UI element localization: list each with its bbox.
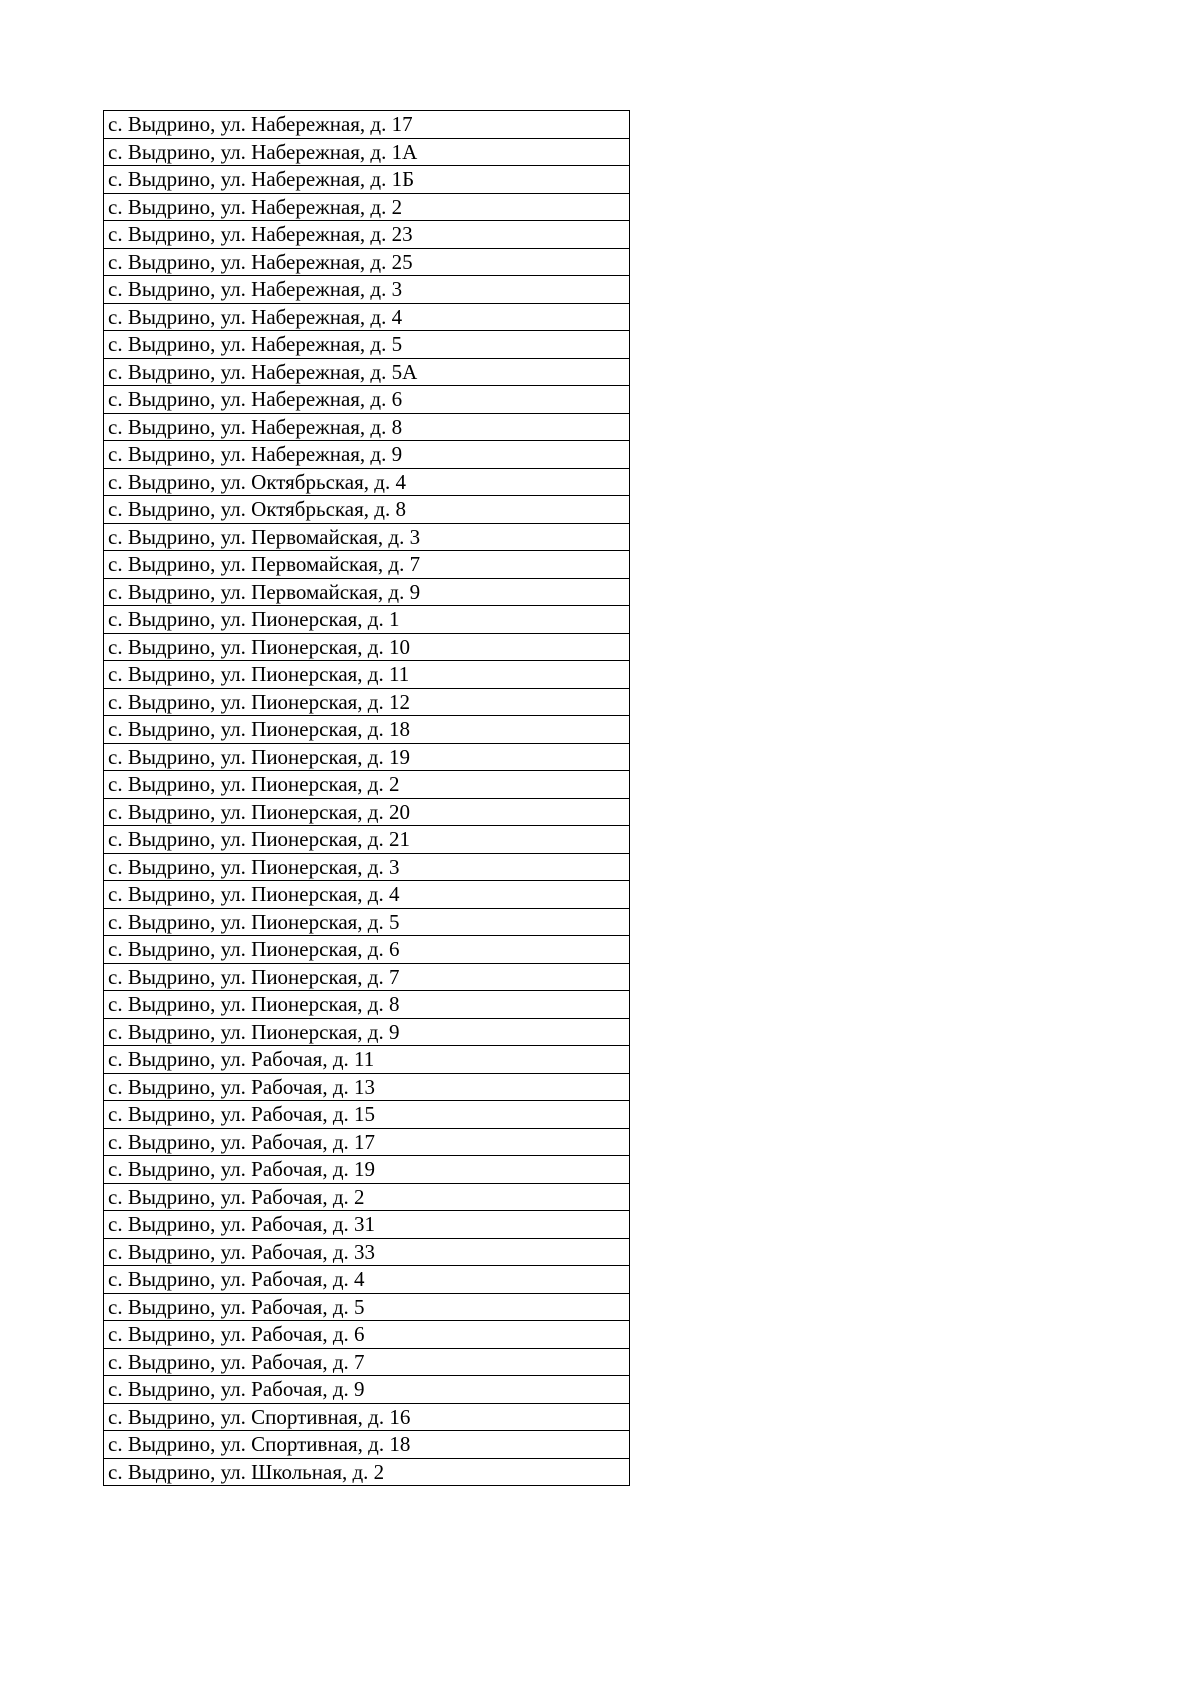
table-row (104, 936, 630, 964)
address-cell: с. Выдрино, ул. Набережная, д. 23 (104, 221, 630, 249)
address-cell: с. Выдрино, ул. Рабочая, д. 13 (104, 1073, 630, 1101)
table-row (104, 248, 630, 276)
address-cell: с. Выдрино, ул. Пионерская, д. 3 (104, 853, 630, 881)
table-row (104, 578, 630, 606)
address-cell: с. Выдрино, ул. Пионерская, д. 21 (104, 826, 630, 854)
table-row (104, 826, 630, 854)
address-cell: с. Выдрино, ул. Пионерская, д. 1 (104, 606, 630, 634)
table-row (104, 1431, 630, 1459)
table-row (104, 798, 630, 826)
table-row (104, 1238, 630, 1266)
table-row (104, 1128, 630, 1156)
table-row (104, 496, 630, 524)
address-cell: с. Выдрино, ул. Спортивная, д. 18 (104, 1431, 630, 1459)
table-row (104, 138, 630, 166)
address-cell: с. Выдрино, ул. Набережная, д. 25 (104, 248, 630, 276)
address-cell: с. Выдрино, ул. Рабочая, д. 7 (104, 1348, 630, 1376)
address-cell: с. Выдрино, ул. Рабочая, д. 11 (104, 1046, 630, 1074)
table-row (104, 1458, 630, 1486)
address-cell: с. Выдрино, ул. Октябрьская, д. 4 (104, 468, 630, 496)
address-cell: с. Выдрино, ул. Рабочая, д. 19 (104, 1156, 630, 1184)
table-row (104, 908, 630, 936)
address-cell: с. Выдрино, ул. Пионерская, д. 8 (104, 991, 630, 1019)
address-cell: с. Выдрино, ул. Пионерская, д. 10 (104, 633, 630, 661)
address-cell: с. Выдрино, ул. Рабочая, д. 6 (104, 1321, 630, 1349)
address-cell: с. Выдрино, ул. Набережная, д. 4 (104, 303, 630, 331)
table-row (104, 1348, 630, 1376)
address-cell: с. Выдрино, ул. Пионерская, д. 6 (104, 936, 630, 964)
table-row (104, 166, 630, 194)
table-row (104, 771, 630, 799)
address-cell: с. Выдрино, ул. Рабочая, д. 9 (104, 1376, 630, 1404)
address-cell: с. Выдрино, ул. Набережная, д. 3 (104, 276, 630, 304)
table-row (104, 1018, 630, 1046)
address-cell: с. Выдрино, ул. Пионерская, д. 18 (104, 716, 630, 744)
table-row (104, 111, 630, 139)
table-row (104, 1101, 630, 1129)
address-cell: с. Выдрино, ул. Октябрьская, д. 8 (104, 496, 630, 524)
table-row (104, 743, 630, 771)
address-cell: с. Выдрино, ул. Набережная, д. 8 (104, 413, 630, 441)
address-table (103, 110, 630, 1486)
address-cell: с. Выдрино, ул. Пионерская, д. 12 (104, 688, 630, 716)
address-cell: с. Выдрино, ул. Пионерская, д. 20 (104, 798, 630, 826)
table-row (104, 1266, 630, 1294)
address-cell: с. Выдрино, ул. Набережная, д. 1А (104, 138, 630, 166)
address-cell: с. Выдрино, ул. Первомайская, д. 7 (104, 551, 630, 579)
address-cell: с. Выдрино, ул. Набережная, д. 17 (104, 111, 630, 139)
table-row (104, 441, 630, 469)
address-cell: с. Выдрино, ул. Рабочая, д. 15 (104, 1101, 630, 1129)
address-cell: с. Выдрино, ул. Рабочая, д. 2 (104, 1183, 630, 1211)
address-cell: с. Выдрино, ул. Набережная, д. 9 (104, 441, 630, 469)
address-cell: с. Выдрино, ул. Пионерская, д. 9 (104, 1018, 630, 1046)
table-row (104, 633, 630, 661)
table-row (104, 276, 630, 304)
address-cell: с. Выдрино, ул. Первомайская, д. 3 (104, 523, 630, 551)
table-row (104, 1293, 630, 1321)
table-row (104, 853, 630, 881)
address-cell: с. Выдрино, ул. Пионерская, д. 5 (104, 908, 630, 936)
table-row (104, 1321, 630, 1349)
address-cell: с. Выдрино, ул. Пионерская, д. 7 (104, 963, 630, 991)
table-row (104, 606, 630, 634)
table-row (104, 1073, 630, 1101)
table-row (104, 881, 630, 909)
table-row (104, 1183, 630, 1211)
table-row (104, 331, 630, 359)
address-cell: с. Выдрино, ул. Спортивная, д. 16 (104, 1403, 630, 1431)
table-row (104, 1403, 630, 1431)
address-cell: с. Выдрино, ул. Пионерская, д. 4 (104, 881, 630, 909)
address-cell: с. Выдрино, ул. Рабочая, д. 5 (104, 1293, 630, 1321)
table-row (104, 303, 630, 331)
address-cell: с. Выдрино, ул. Набережная, д. 1Б (104, 166, 630, 194)
table-row (104, 1046, 630, 1074)
table-row (104, 688, 630, 716)
address-cell: с. Выдрино, ул. Рабочая, д. 31 (104, 1211, 630, 1239)
address-cell: с. Выдрино, ул. Набережная, д. 5А (104, 358, 630, 386)
address-cell: с. Выдрино, ул. Рабочая, д. 33 (104, 1238, 630, 1266)
address-cell: с. Выдрино, ул. Пионерская, д. 11 (104, 661, 630, 689)
address-cell: с. Выдрино, ул. Первомайская, д. 9 (104, 578, 630, 606)
table-row (104, 386, 630, 414)
table-row (104, 716, 630, 744)
table-row (104, 1211, 630, 1239)
table-row (104, 991, 630, 1019)
table-row (104, 551, 630, 579)
table-row (104, 221, 630, 249)
address-cell: с. Выдрино, ул. Рабочая, д. 17 (104, 1128, 630, 1156)
address-cell: с. Выдрино, ул. Набережная, д. 5 (104, 331, 630, 359)
address-cell: с. Выдрино, ул. Набережная, д. 6 (104, 386, 630, 414)
address-cell: с. Выдрино, ул. Школьная, д. 2 (104, 1458, 630, 1486)
address-cell: с. Выдрино, ул. Пионерская, д. 2 (104, 771, 630, 799)
table-row (104, 358, 630, 386)
address-cell: с. Выдрино, ул. Пионерская, д. 19 (104, 743, 630, 771)
table-row (104, 1156, 630, 1184)
table-row (104, 523, 630, 551)
table-row (104, 1376, 630, 1404)
table-row (104, 661, 630, 689)
table-row (104, 963, 630, 991)
table-row (104, 193, 630, 221)
table-row (104, 413, 630, 441)
table-row (104, 468, 630, 496)
address-cell: с. Выдрино, ул. Набережная, д. 2 (104, 193, 630, 221)
address-cell: с. Выдрино, ул. Рабочая, д. 4 (104, 1266, 630, 1294)
